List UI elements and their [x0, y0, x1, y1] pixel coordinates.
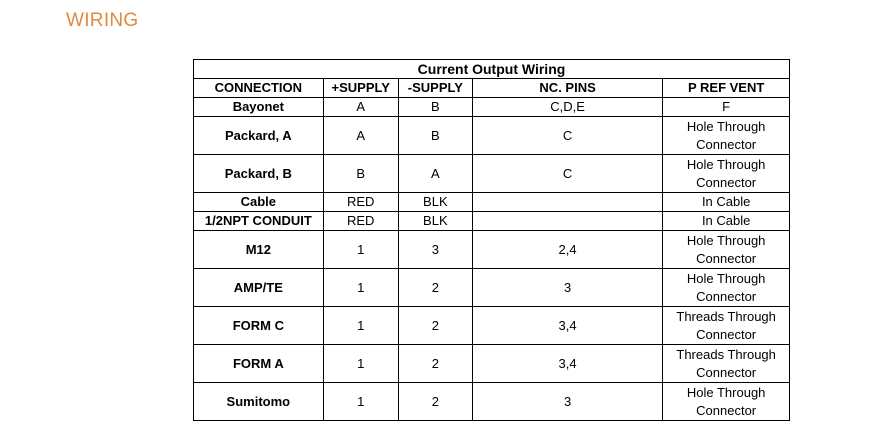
cell-connection: Packard, A [194, 117, 324, 155]
cell-connection: Bayonet [194, 98, 324, 117]
cell-minus-supply: A [398, 155, 472, 193]
header-minus-supply: -SUPPLY [398, 79, 472, 98]
cell-nc-pins: 3,4 [472, 307, 662, 345]
table-row [194, 212, 790, 231]
cell-connection: AMP/TE [194, 269, 324, 307]
cell-pref-vent: Threads Through Connector [663, 345, 790, 383]
cell-minus-supply: 2 [398, 383, 472, 421]
cell-nc-pins [472, 193, 662, 212]
cell-pref-vent: Hole Through Connector [663, 383, 790, 421]
cell-nc-pins [472, 212, 662, 231]
cell-pref-vent: F [663, 98, 790, 117]
cell-nc-pins: 3 [472, 269, 662, 307]
cell-minus-supply: BLK [398, 193, 472, 212]
table-row [194, 307, 790, 345]
cell-minus-supply: 3 [398, 231, 472, 269]
cell-minus-supply: 2 [398, 345, 472, 383]
cell-nc-pins: C [472, 117, 662, 155]
header-plus-supply: +SUPPLY [323, 79, 398, 98]
cell-pref-vent: Threads Through Connector [663, 307, 790, 345]
header-nc-pins: NC. PINS [472, 79, 662, 98]
cell-plus-supply: RED [323, 193, 398, 212]
cell-minus-supply: B [398, 98, 472, 117]
cell-connection: Cable [194, 193, 324, 212]
table-row [194, 231, 790, 269]
cell-minus-supply: BLK [398, 212, 472, 231]
table-row [194, 345, 790, 383]
table-caption: Current Output Wiring [194, 60, 790, 79]
cell-nc-pins: C [472, 155, 662, 193]
cell-plus-supply: A [323, 117, 398, 155]
cell-pref-vent: Hole Through Connector [663, 117, 790, 155]
cell-minus-supply: 2 [398, 269, 472, 307]
cell-pref-vent: Hole Through Connector [663, 231, 790, 269]
table-row [194, 193, 790, 212]
header-connection: CONNECTION [194, 79, 324, 98]
cell-connection: Packard, B [194, 155, 324, 193]
cell-nc-pins: 2,4 [472, 231, 662, 269]
cell-nc-pins: 3,4 [472, 345, 662, 383]
cell-plus-supply: RED [323, 212, 398, 231]
cell-plus-supply: A [323, 98, 398, 117]
cell-nc-pins: 3 [472, 383, 662, 421]
cell-connection: Sumitomo [194, 383, 324, 421]
cell-plus-supply: 1 [323, 269, 398, 307]
cell-pref-vent: Hole Through Connector [663, 269, 790, 307]
cell-pref-vent: In Cable [663, 193, 790, 212]
cell-connection: M12 [194, 231, 324, 269]
cell-connection: FORM C [194, 307, 324, 345]
cell-minus-supply: 2 [398, 307, 472, 345]
wiring-table [193, 59, 790, 421]
cell-connection: 1/2NPT CONDUIT [194, 212, 324, 231]
cell-connection: FORM A [194, 345, 324, 383]
table-row [194, 117, 790, 155]
header-pref-vent: P REF VENT [663, 79, 790, 98]
table-row [194, 98, 790, 117]
cell-plus-supply: 1 [323, 231, 398, 269]
cell-plus-supply: B [323, 155, 398, 193]
cell-nc-pins: C,D,E [472, 98, 662, 117]
cell-pref-vent: In Cable [663, 212, 790, 231]
table-row [194, 383, 790, 421]
cell-plus-supply: 1 [323, 307, 398, 345]
cell-minus-supply: B [398, 117, 472, 155]
table-row [194, 269, 790, 307]
cell-pref-vent: Hole Through Connector [663, 155, 790, 193]
cell-plus-supply: 1 [323, 383, 398, 421]
section-title: WIRING [66, 10, 139, 31]
table-row [194, 155, 790, 193]
cell-plus-supply: 1 [323, 345, 398, 383]
